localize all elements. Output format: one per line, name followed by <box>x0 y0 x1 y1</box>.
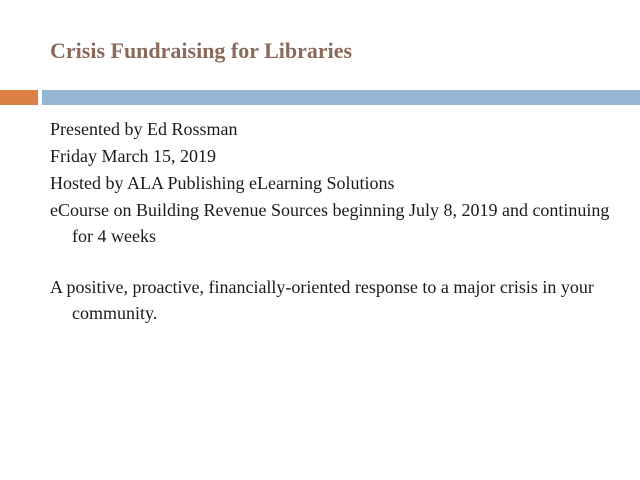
host-line: Hosted by ALA Publishing eLearning Solutions <box>50 173 395 193</box>
accent-bar-blue <box>42 90 640 105</box>
ecourse-line: eCourse on Building Revenue Sources beginning July 8, 2019 and continuing for 4 weeks <box>50 200 610 246</box>
slide-body <box>50 116 610 327</box>
presenter-line: Presented by Ed Rossman <box>50 119 238 139</box>
slide-title: Crisis Fundraising for Libraries <box>50 38 353 63</box>
date-line: Friday March 15, 2019 <box>50 146 216 166</box>
accent-bar-orange <box>0 90 38 105</box>
summary-line: A positive, proactive, financially-oriented response to a major crisis in your community. <box>50 277 594 323</box>
